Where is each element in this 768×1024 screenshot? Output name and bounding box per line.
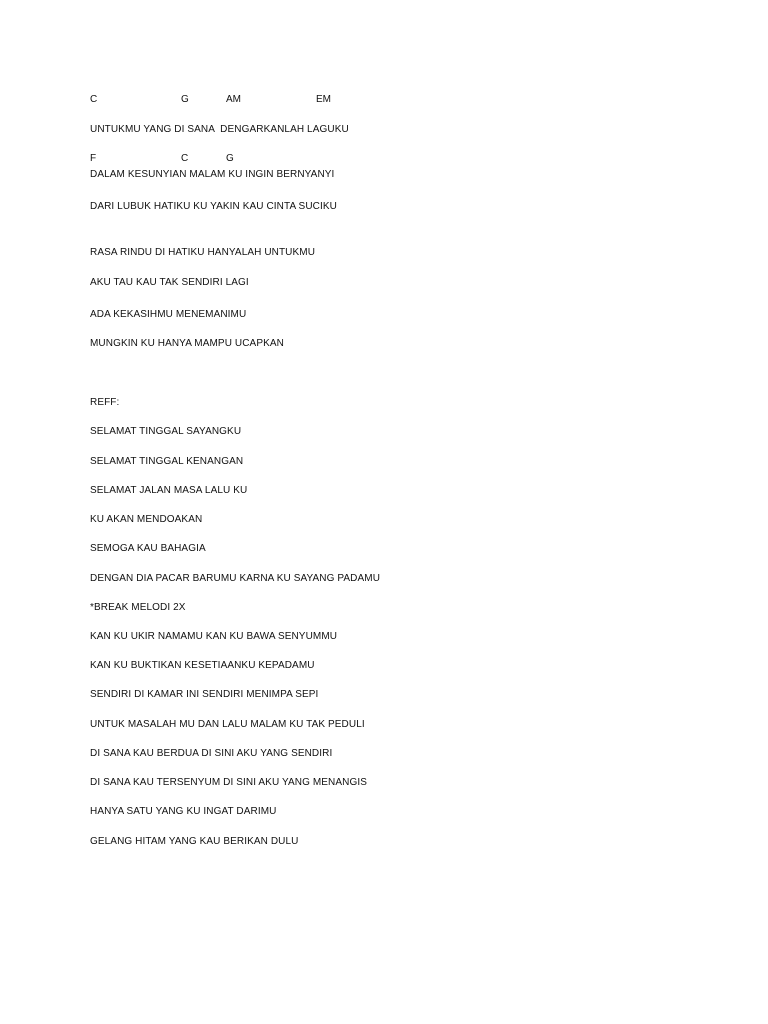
lyric-line: SENDIRI DI KAMAR INI SENDIRI MENIMPA SEPI <box>90 689 319 700</box>
chord-g: G <box>226 153 234 164</box>
lyric-line: SELAMAT TINGGAL KENANGAN <box>90 456 244 467</box>
lyric-line: HANYA SATU YANG KU INGAT DARIMU <box>90 806 277 817</box>
lyric-line: MUNGKIN KU HANYA MAMPU UCAPKAN <box>90 338 284 349</box>
lyric-line: KU AKAN MENDOAKAN <box>90 514 203 525</box>
break-note: *BREAK MELODI 2X <box>90 602 186 613</box>
lyric-line: DARI LUBUK HATIKU KU YAKIN KAU CINTA SUCIKU <box>90 201 337 212</box>
chord-c: C <box>181 153 189 164</box>
lyric-line: UNTUK MASALAH MU DAN LALU MALAM KU TAK PEDULI <box>90 719 365 730</box>
lyric-line: GELANG HITAM YANG KAU BERIKAN DULU <box>90 836 299 847</box>
lyric-line: AKU TAU KAU TAK SENDIRI LAGI <box>90 277 249 288</box>
lyric-line: UNTUKMU YANG DI SANA DENGARKANLAH LAGUKU <box>90 124 349 135</box>
chord-em: EM <box>316 94 331 105</box>
lyric-line: DALAM KESUNYIAN MALAM KU INGIN BERNYANYI <box>90 169 335 180</box>
lyric-line: KAN KU UKIR NAMAMU KAN KU BAWA SENYUMMU <box>90 631 338 642</box>
lyric-line: RASA RINDU DI HATIKU HANYALAH UNTUKMU <box>90 247 316 258</box>
lyric-line: DENGAN DIA PACAR BARUMU KARNA KU SAYANG PADAMU <box>90 573 381 584</box>
lyric-line: SELAMAT TINGGAL SAYANGKU <box>90 426 242 437</box>
lyric-line: SELAMAT JALAN MASA LALU KU <box>90 485 248 496</box>
lyric-line: SEMOGA KAU BAHAGIA <box>90 543 206 554</box>
lyric-line: DI SANA KAU TERSENYUM DI SINI AKU YANG MENANGIS <box>90 777 367 788</box>
chord-c: C <box>90 94 98 105</box>
section-label-reff: REFF: <box>90 397 120 408</box>
chord-g: G <box>181 94 189 105</box>
chord-f: F <box>90 153 97 164</box>
chord-am: AM <box>226 94 241 105</box>
lyric-line: ADA KEKASIHMU MENEMANIMU <box>90 309 247 320</box>
lyric-line: DI SANA KAU BERDUA DI SINI AKU YANG SENDIRI <box>90 748 333 759</box>
lyric-line: KAN KU BUKTIKAN KESETIAANKU KEPADAMU <box>90 660 315 671</box>
